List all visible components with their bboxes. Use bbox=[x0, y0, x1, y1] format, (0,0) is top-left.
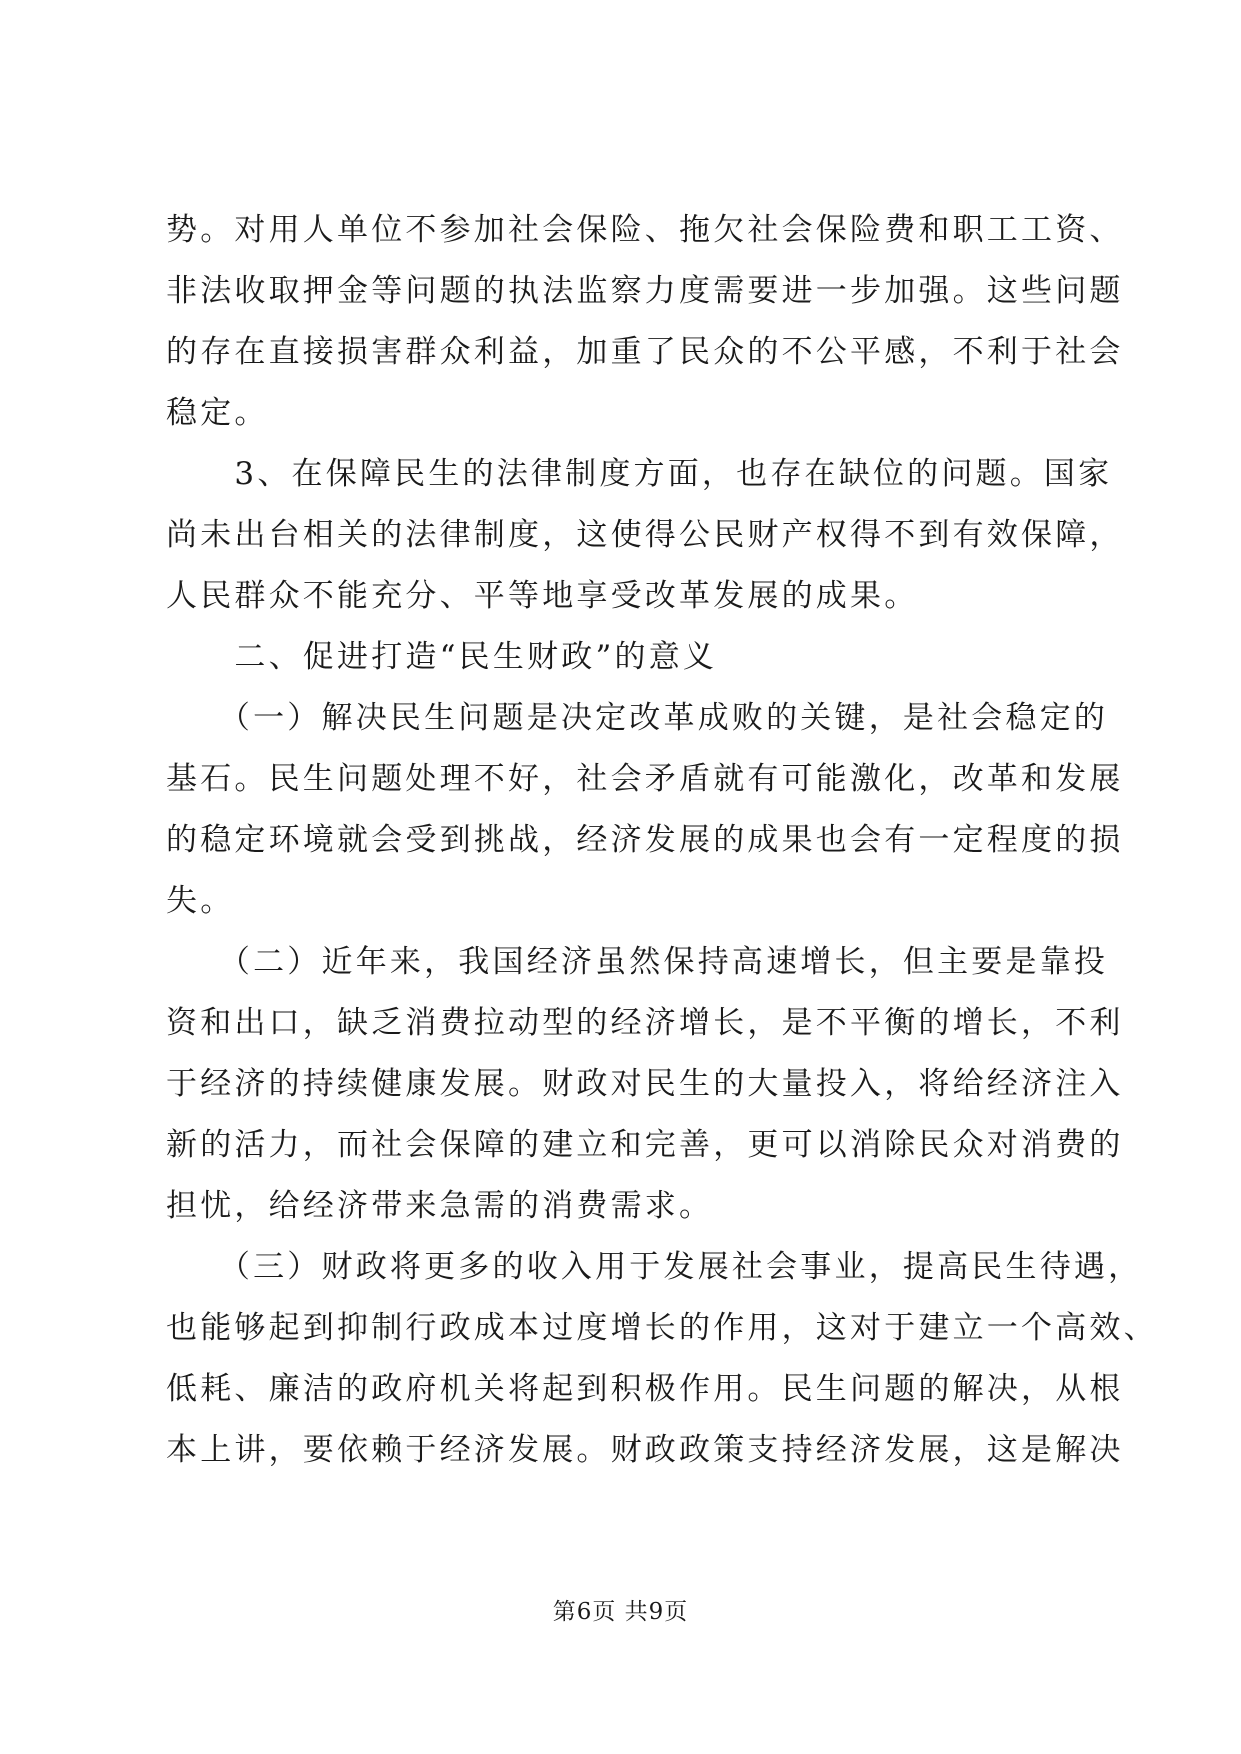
text-line: 低耗、廉洁的政府机关将起到积极作用。民生问题的解决，从根 bbox=[166, 1371, 1124, 1407]
text-line: 担忧，给经济带来急需的消费需求。 bbox=[166, 1188, 714, 1224]
text-line: 3、在保障民生的法律制度方面，也存在缺位的问题。国家 bbox=[166, 456, 1113, 492]
text-line: 尚未出台相关的法律制度，这使得公民财产权得不到有效保障， bbox=[166, 517, 1124, 553]
text-line: 也能够起到抑制行政成本过度增长的作用，这对于建立一个高效、 bbox=[166, 1310, 1158, 1346]
text-line: 失。 bbox=[166, 883, 235, 919]
text-line: 稳定。 bbox=[166, 395, 269, 431]
text-line: （二）近年来，我国经济虽然保持高速增长，但主要是靠投 bbox=[166, 944, 1109, 980]
section-heading: 二、促进打造“民生财政”的意义 bbox=[166, 639, 718, 675]
text-line: （三）财政将更多的收入用于发展社会事业，提高民生待遇， bbox=[166, 1249, 1143, 1285]
text-line: 人民群众不能充分、平等地享受改革发展的成果。 bbox=[166, 578, 919, 614]
text-line: 的存在直接损害群众利益，加重了民众的不公平感，不利于社会 bbox=[166, 334, 1124, 370]
page-footer: 第6页 共9页 bbox=[552, 1599, 689, 1625]
text-line: 基石。民生问题处理不好，社会矛盾就有可能激化，改革和发展 bbox=[166, 761, 1124, 797]
text-line: 的稳定环境就会受到挑战，经济发展的成果也会有一定程度的损 bbox=[166, 822, 1124, 858]
text-line: 势。对用人单位不参加社会保险、拖欠社会保险费和职工工资、 bbox=[166, 212, 1124, 248]
text-line: 非法收取押金等问题的执法监察力度需要进一步加强。这些问题 bbox=[166, 273, 1124, 309]
text-line: 新的活力，而社会保障的建立和完善，更可以消除民众对消费的 bbox=[166, 1127, 1124, 1163]
text-line: （一）解决民生问题是决定改革成败的关键，是社会稳定的 bbox=[166, 700, 1109, 736]
document-body bbox=[166, 200, 1158, 1481]
text-line: 本上讲，要依赖于经济发展。财政政策支持经济发展，这是解决 bbox=[166, 1432, 1124, 1468]
text-line: 资和出口，缺乏消费拉动型的经济增长，是不平衡的增长，不利 bbox=[166, 1005, 1124, 1041]
text-line: 于经济的持续健康发展。财政对民生的大量投入，将给经济注入 bbox=[166, 1066, 1124, 1102]
